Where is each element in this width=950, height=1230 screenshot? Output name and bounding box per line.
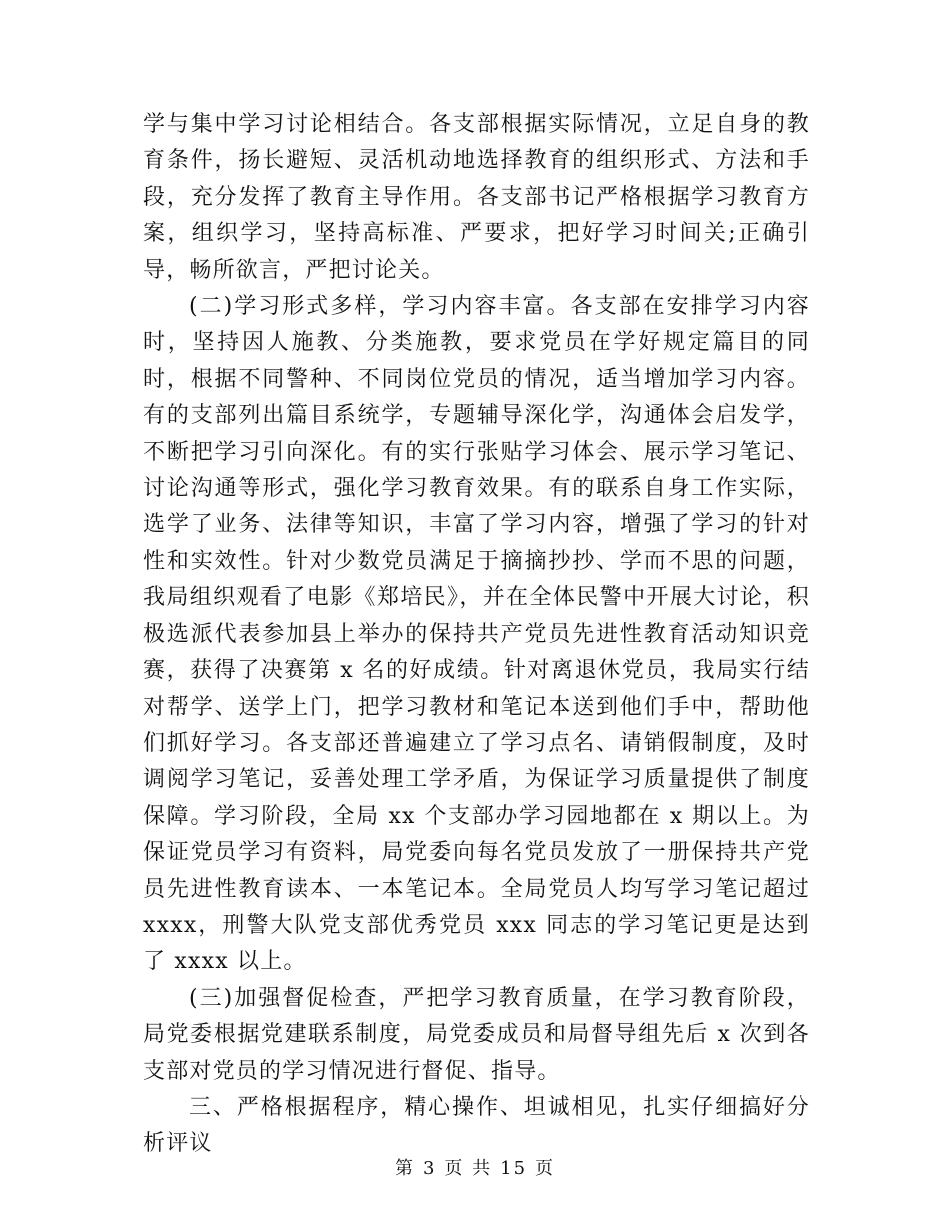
paragraph-4-section-heading: 三、严格根据程序，精心操作、坦诚相见，扎实仔细搞好分析评议 — [143, 1094, 810, 1157]
paragraph-3: (三)加强督促检查，严把学习教育质量，在学习教育阶段，局党委根据党建联系制度，局党委成员和局督导组先后 x 次到各支部对党员的学习情况进行督促、指导。 — [143, 985, 810, 1084]
footer-middle: 页 共 — [444, 1158, 493, 1179]
footer-suffix: 页 — [535, 1158, 556, 1179]
paragraph-1: 学与集中学习讨论相结合。各支部根据实际情况，立足自身的教育条件，扬长避短、灵活机动地选择教育的组织形式、方法和手段，充分发挥了教育主导作用。各支部书记严格根据学习教育方案，组织学习，坚持高标准、严要求，把好学习时间关;正确引导，畅所欲言，严把讨论关。 — [143, 112, 810, 283]
footer-total-pages: 15 — [500, 1158, 528, 1179]
paragraph-2: (二)学习形式多样，学习内容丰富。各支部在安排学习内容时，坚持因人施教、分类施教，要求党员在学好规定篇目的同时，根据不同警种、不同岗位党员的情况，适当增加学习内容。有的支部列出篇目系统学，专题辅导深化学，沟通体会启发学，不断把学习引向深化。有的实行张贴学习体会、展示学习笔记、讨论沟通等形式，强化学习教育效果。有的联系自身工作实际，选学了业务、法律等知识，丰富了学习内容，增强了学习的针对性和实效性。针对少数党员满足于摘摘抄抄、学而不思的问题，我局组织观看了电影《郑培民》，并在全体民警中开展大讨论，积极选派代表参加县上举办的保持共产党员先进性教育活动知识竞赛，获得了决赛第 x 名的好成绩。针对离退休党员，我局实行结对帮学、送学上门，把学习教材和笔记本送到他们手中，帮助他们抓好学习。各支部还普遍建立了学习点名、请销假制度，及时调阅学习笔记，妥善处理工学矛盾，为保证学习质量提供了制度保障。学习阶段，全局 xx 个支部办学习园地都在 x 期以上。为保证党员学习有资料，局党委向每名党员发放了一册保持共产党员先进性教育读本、一本笔记本。全局党员人均写学习笔记超过 xxxx，刑警大队党支部优秀党员 xxx 同志的学习笔记更是达到了 xxxx 以上。 — [143, 294, 810, 975]
footer-current-page: 3 — [422, 1158, 437, 1179]
footer-prefix: 第 — [394, 1158, 415, 1179]
document-body — [143, 107, 810, 1163]
page-footer — [0, 1154, 950, 1180]
